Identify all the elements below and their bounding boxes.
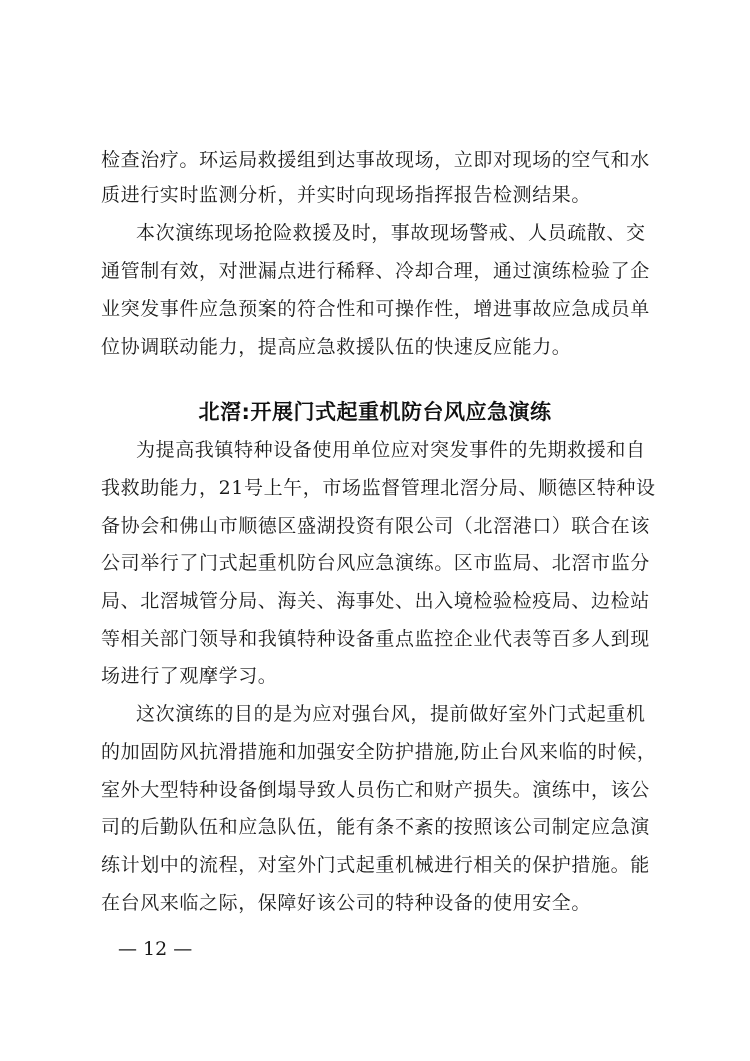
paragraph-line: 备协会和佛山市顺德区盛湖投资有限公司（北滘港口）联合在该 xyxy=(101,515,650,537)
article-title: 北滘:开展门式起重机防台风应急演练 xyxy=(198,400,552,424)
paragraph-line: 我救助能力，21号上午，市场监督管理北滘分局、顺德区特种设 xyxy=(101,477,656,499)
paragraph-line: 在台风来临之际，保障好该公司的特种设备的使用安全。 xyxy=(101,892,592,914)
paragraph-line: 通管制有效，对泄漏点进行稀释、冷却合理，通过演练检验了企 xyxy=(101,260,650,282)
paragraph-line: 场进行了观摩学习。 xyxy=(101,665,278,687)
paragraph-line: 司的后勤队伍和应急队伍，能有条不紊的按照该公司制定应急演 xyxy=(101,816,650,838)
paragraph-line: 本次演练现场抢险救援及时，事故现场警戒、人员疏散、交 xyxy=(136,222,646,244)
page-number: — 12 — xyxy=(118,938,193,960)
paragraph-line: 室外大型特种设备倒塌导致人员伤亡和财产损失。演练中，该公 xyxy=(101,779,650,801)
paragraph-line: 检查治疗。环运局救援组到达事故现场，立即对现场的空气和水 xyxy=(101,149,650,171)
paragraph-line: 的加固防风抗滑措施和加强安全防护措施,防止台风来临的时候， xyxy=(101,741,657,763)
paragraph-line: 这次演练的目的是为应对强台风，提前做好室外门式起重机 xyxy=(136,703,646,725)
paragraph-line: 业突发事件应急预案的符合性和可操作性，增进事故应急成员单 xyxy=(101,298,650,320)
paragraph-line: 公司举行了门式起重机防台风应急演练。区市监局、北滘市监分 xyxy=(101,552,650,574)
paragraph-line: 位协调联动能力，提高应急救援队伍的快速反应能力。 xyxy=(101,336,572,358)
paragraph-line: 为提高我镇特种设备使用单位应对突发事件的先期救援和自 xyxy=(136,439,646,461)
paragraph-line: 质进行实时监测分析，并实时向现场指挥报告检测结果。 xyxy=(101,184,592,206)
paragraph-line: 练计划中的流程，对室外门式起重机械进行相关的保护措施。能 xyxy=(101,854,650,876)
paragraph-line: 局、北滘城管分局、海关、海事处、出入境检验检疫局、边检站 xyxy=(101,590,650,612)
paragraph-line: 等相关部门领导和我镇特种设备重点监控企业代表等百多人到现 xyxy=(101,628,650,650)
